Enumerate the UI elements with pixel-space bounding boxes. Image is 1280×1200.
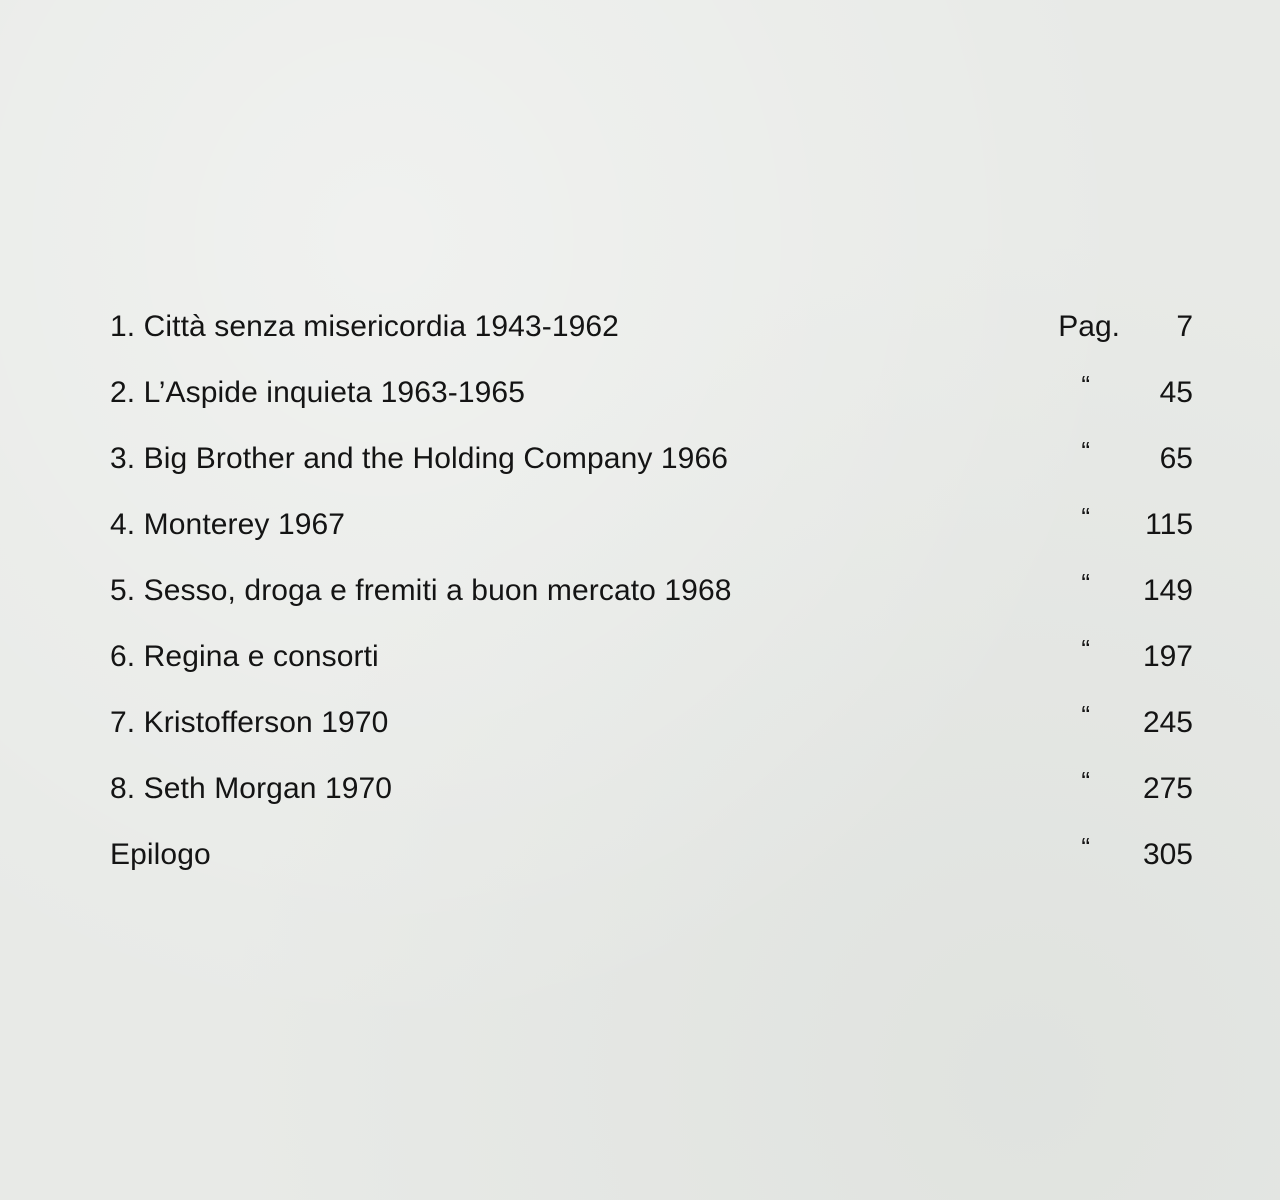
toc-ditto-mark: “ [1081,700,1090,730]
toc-page-number: 305 [1142,838,1193,871]
toc-entry [0,305,1280,349]
toc-ditto-mark: “ [1081,370,1090,400]
toc-ditto-mark: “ [1081,634,1090,664]
toc-entry-title: 8. Seth Morgan 1970 [110,772,393,805]
toc-entry-title: 7. Kristofferson 1970 [110,706,389,739]
toc-entry-title: 5. Sesso, droga e fremiti a buon mercato 1968 [110,574,732,607]
toc-page-number: 45 [1159,376,1193,409]
toc-ditto-mark: “ [1081,766,1090,796]
toc-entry [0,767,1280,811]
toc-page-number: 245 [1142,706,1193,739]
toc-entry-title: 6. Regina e consorti [110,640,379,673]
toc-page-number: 275 [1142,772,1193,805]
toc-ditto-mark: “ [1081,832,1090,862]
toc-entry-title: 4. Monterey 1967 [110,508,346,541]
toc-entry [0,371,1280,415]
toc-ditto-mark: “ [1081,436,1090,466]
toc-entry [0,635,1280,679]
toc-page-number: 149 [1142,574,1193,607]
toc-entry [0,701,1280,745]
toc-page-number: 65 [1159,442,1193,475]
toc-entry [0,569,1280,613]
toc-page-number: 115 [1145,508,1193,541]
toc-page-number: 197 [1142,640,1193,673]
toc-entry [0,437,1280,481]
toc-page-prefix: Pag. [1058,310,1120,343]
toc-ditto-mark: “ [1081,502,1090,532]
toc-entry [0,503,1280,547]
toc-page-number: 7 [1176,310,1193,343]
toc-entry-title: 2. L’Aspide inquieta 1963-1965 [110,376,526,409]
toc-entry-title: Epilogo [110,838,211,871]
toc-entry-title: 1. Città senza misericordia 1943-1962 [110,310,619,343]
toc-ditto-mark: “ [1081,568,1090,598]
toc-entry [0,833,1280,877]
toc-entry-title: 3. Big Brother and the Holding Company 1966 [110,442,729,475]
